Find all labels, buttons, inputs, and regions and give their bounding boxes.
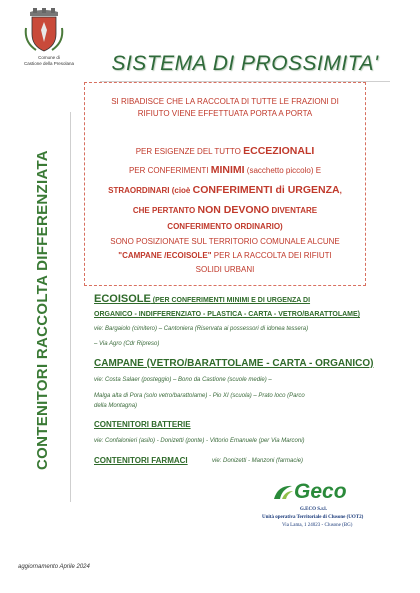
comune-line-1: Comune di <box>38 55 60 60</box>
geco-address: Via Lama, 1 24023 - Clusone (BG) <box>282 523 353 528</box>
comune-line-2: Castione della Presolana <box>23 61 75 66</box>
notice-line-5 <box>84 184 366 197</box>
notice-line-4a: PER CONFERIMENTI <box>128 166 211 175</box>
notice-line-7-text: CONFERIMENTO ORDINARIO) <box>167 222 283 231</box>
geco-logo-text: Geco <box>294 480 347 503</box>
notice-line-6c: DIVENTARE <box>269 206 318 215</box>
notice-line-5a: STRAORDINARI (cioè <box>108 186 193 195</box>
notice-urgenza: CONFERIMENTI di URGENZA <box>192 184 340 196</box>
notice-line-8: SONO POSIZIONATE SUL TERRITORIO COMUNALE ALCUNE <box>110 237 340 246</box>
notice-line-3a: PER ESIGENZE DEL TUTTO <box>135 147 244 156</box>
campane-streets-2: Malga alta di Pora (solo vetro/barattolame) - Pio XI (scuola) – Prato loco (Parco <box>94 393 305 399</box>
notice-line-9b: PER LA RACCOLTA DEI RIFIUTI <box>211 251 332 260</box>
vertical-divider <box>70 112 71 502</box>
notice-line-7 <box>84 221 366 233</box>
notice-line-4 <box>84 164 366 177</box>
notice-non-devono: NON DEVONO <box>197 204 270 216</box>
farmaci-streets: vie: Donizetti - Manzoni (farmacie) <box>212 458 304 464</box>
notice-line-6 <box>84 204 366 217</box>
notice-line-1: SI RIBADISCE CHE LA RACCOLTA DI TUTTE LE FRAZIONI DI <box>111 97 339 106</box>
notice-line-5c: , <box>339 186 342 195</box>
notice-minimi: MINIMI <box>210 164 245 176</box>
ecoisole-streets-2: – Via Agro (Cdr Ripreso) <box>94 341 160 347</box>
notice-line-3 <box>84 145 366 158</box>
ecoisole-heading <box>94 293 310 305</box>
geco-logo-icon <box>272 483 294 501</box>
notice-campane-ecoisole: "CAMPANE /ECOISOLE" <box>118 251 212 260</box>
ecoisole-subtitle: (PER CONFERIMENTI MINIMI E DI URGENZA DI <box>150 297 311 304</box>
notice-line-9 <box>84 250 366 262</box>
ecoisole-types: ORGANICO - INDIFFERENZIATO - PLASTICA - CARTA - VETRO/BARATTOLAME) <box>94 311 360 318</box>
comune-crest-icon <box>24 8 64 54</box>
geco-unit: Unità operativa Territoriale di Clusone (UOT2) <box>262 515 364 520</box>
ecoisole-streets-1: vie: Bargaiolo (cimitero) – Cantoniera (Riservata ai possessori di idonea tessera) <box>94 326 309 332</box>
notice-eccezionali: ECCEZIONALI <box>243 145 315 157</box>
batterie-heading: CONTENITORI BATTERIE <box>94 420 191 429</box>
campane-streets-3: della Montagna) <box>94 403 138 409</box>
notice-line-2: RIFIUTO VIENE EFFETTUATA PORTA A PORTA <box>137 109 313 118</box>
notice-line-4c: (sacchetto piccolo) E <box>244 166 322 175</box>
campane-streets-1: vie: Costa Salaer (posteggio) – Bono da Castione (scuole medie) – <box>94 377 272 383</box>
page-title: SISTEMA DI PROSSIMITA' <box>100 47 390 82</box>
vertical-label: CONTENITORI RACCOLTA DIFFERENZIATA <box>34 150 51 470</box>
batterie-streets: vie: Confalonieri (asilo) - Donizetti (ponte) - Vittorio Emanuele (per Via Marconi) <box>94 438 305 444</box>
geco-company-name: G.ECO S.r.l. <box>300 507 327 512</box>
ecoisole-title: ECOISOLE <box>94 293 151 305</box>
farmaci-heading: CONTENITORI FARMACI <box>94 456 188 465</box>
campane-heading: CAMPANE (VETRO/BARATTOLAME - CARTA - ORGANICO) <box>94 358 374 369</box>
notice-line-6a: CHE PERTANTO <box>132 206 198 215</box>
notice-line-10: SOLIDI URBANI <box>195 265 255 274</box>
update-note: aggiornamento Aprile 2024 <box>18 564 90 570</box>
comune-name <box>14 55 84 67</box>
